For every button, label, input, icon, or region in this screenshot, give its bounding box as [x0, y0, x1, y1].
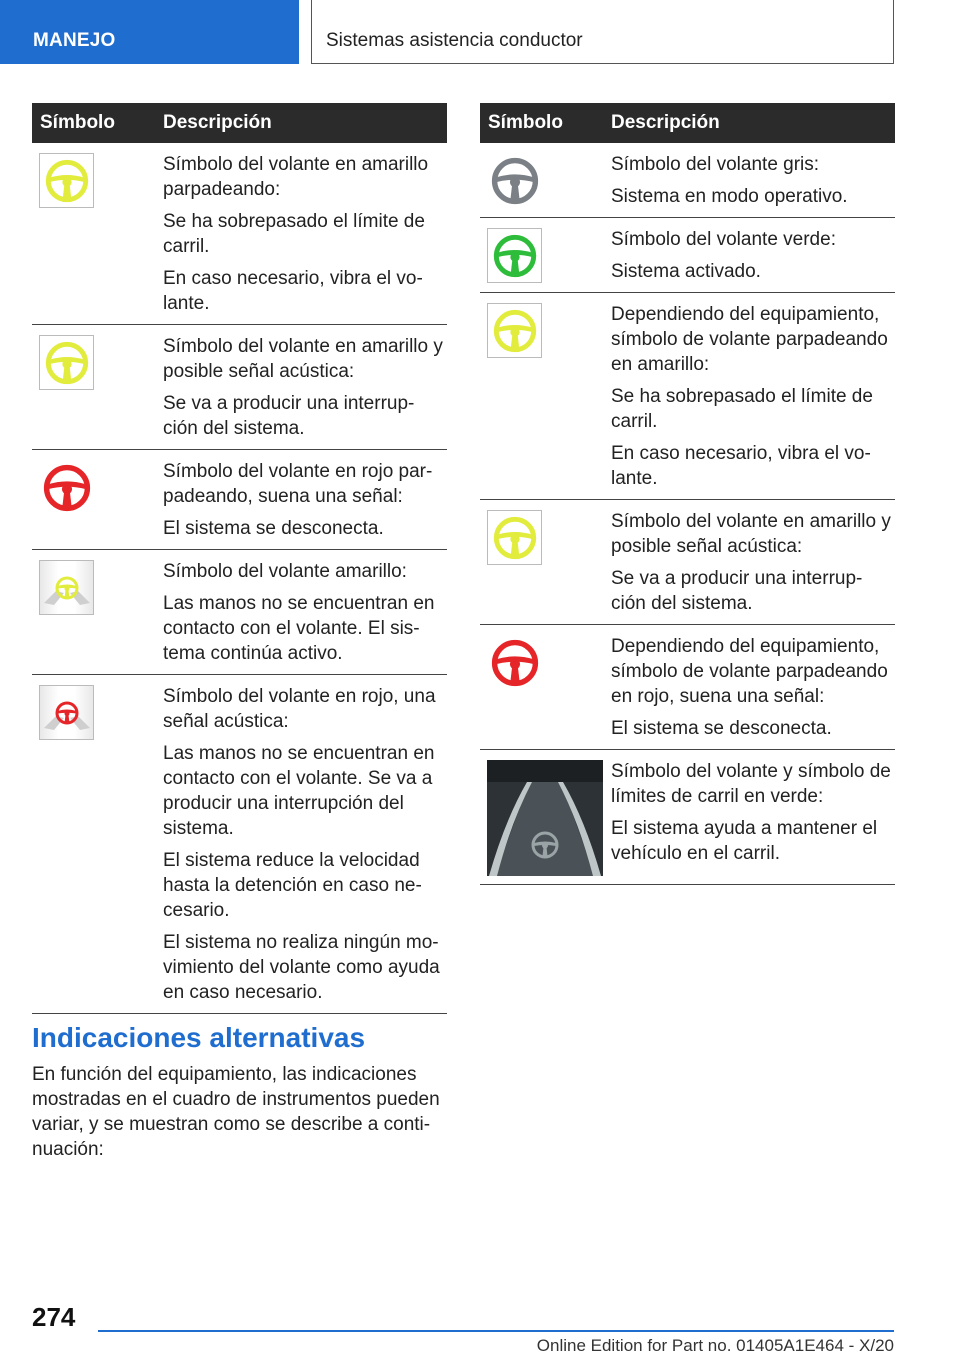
description-text: Las manos no se encuentran en contacto con el volante. El sis-tema continúa activo. — [163, 593, 435, 664]
footer-divider — [98, 1330, 894, 1332]
col-header-description: Descripción — [163, 112, 272, 133]
table-row — [480, 500, 895, 625]
description-text: Símbolo del volante en amarillo parpadeando: — [163, 154, 429, 200]
steering-wheel-yellow-icon — [487, 510, 542, 565]
description-text: Dependiendo del equipamiento, símbolo de volante parpadeando en amarillo: — [611, 304, 888, 375]
table-row — [32, 450, 447, 550]
symbol-cell — [480, 227, 611, 284]
description-cell — [611, 302, 895, 491]
col-header-symbol: Símbolo — [40, 112, 115, 133]
table-row — [480, 625, 895, 750]
description-cell — [611, 227, 895, 284]
col-header-symbol: Símbolo — [488, 112, 563, 133]
description-cell — [611, 509, 895, 616]
table-row — [32, 325, 447, 450]
symbol-cell — [480, 302, 611, 491]
description-text: Se ha sobrepasado el límite de carril. — [163, 211, 425, 257]
description-text: El sistema se desconecta. — [163, 518, 384, 539]
steering-wheel-yellow-icon — [39, 153, 94, 208]
steering-wheel-gray-icon — [487, 153, 542, 208]
header-section-tab — [0, 0, 299, 64]
description-text: El sistema no realiza ningún mo-vimiento del volante como ayuda en caso necesario. — [163, 932, 440, 1003]
description-cell — [611, 759, 895, 876]
symbol-table-left — [32, 103, 447, 1014]
hands-wheel-red-icon — [39, 685, 94, 740]
symbol-table-right — [480, 103, 895, 885]
description-cell — [611, 152, 895, 209]
symbol-cell — [32, 334, 163, 441]
table-header — [32, 103, 447, 143]
section-body — [32, 1062, 447, 1162]
lane-boundaries-icon — [487, 760, 603, 876]
description-text: Se va a producir una interrup-ción del sistema. — [611, 568, 863, 614]
description-text: Símbolo del volante en amarillo y posible señal acústica: — [611, 511, 891, 557]
description-text: Símbolo del volante gris: — [611, 154, 820, 175]
footer-edition: Online Edition for Part no. 01405A1E464 - X/20 — [536, 1336, 894, 1355]
symbol-cell — [32, 459, 163, 541]
table-row — [480, 750, 895, 885]
description-text: Sistema en modo operativo. — [611, 186, 848, 207]
description-text: Se va a producir una interrup-ción del sistema. — [163, 393, 415, 439]
table-row — [480, 218, 895, 293]
table-row — [480, 293, 895, 500]
steering-wheel-yellow-icon — [39, 335, 94, 390]
symbol-cell — [32, 684, 163, 1005]
description-text: El sistema ayuda a mantener el vehículo en el carril. — [611, 818, 878, 864]
steering-wheel-red-icon — [487, 635, 542, 690]
table-row — [32, 143, 447, 325]
description-text: En caso necesario, vibra el vo-lante. — [611, 443, 871, 489]
description-text: En caso necesario, vibra el vo-lante. — [163, 268, 423, 314]
symbol-cell — [32, 152, 163, 316]
description-text: El sistema reduce la velocidad hasta la detención en caso ne-cesario. — [163, 850, 422, 921]
description-text: El sistema se desconecta. — [611, 718, 832, 739]
table-row — [32, 550, 447, 675]
steering-wheel-green-icon — [487, 228, 542, 283]
description-text: Símbolo del volante en amarillo y posible señal acústica: — [163, 336, 443, 382]
table-header — [480, 103, 895, 143]
header-title-box — [311, 0, 894, 64]
description-text: Símbolo del volante verde: — [611, 229, 836, 250]
description-text: Símbolo del volante en rojo, una señal acústica: — [163, 686, 436, 732]
description-text: Símbolo del volante amarillo: — [163, 561, 407, 582]
header-title: Sistemas asistencia conductor — [326, 30, 583, 51]
symbol-cell — [480, 759, 611, 876]
description-text: Sistema activado. — [611, 261, 761, 282]
symbol-cell — [480, 634, 611, 741]
col-header-description: Descripción — [611, 112, 720, 133]
description-cell — [163, 459, 447, 541]
description-text: Símbolo del volante en rojo par-padeando, suena una señal: — [163, 461, 433, 507]
description-text: Se ha sobrepasado el límite de carril. — [611, 386, 873, 432]
page-number: 274 — [32, 1302, 76, 1332]
section-paragraph: En función del equipamiento, las indicaciones mostradas en el cuadro de instrumentos pueden variar, y se muestran como se describe a conti-nuación: — [32, 1064, 440, 1160]
description-cell — [163, 152, 447, 316]
symbol-cell — [480, 152, 611, 209]
description-cell — [163, 334, 447, 441]
description-cell — [163, 684, 447, 1005]
description-cell — [611, 634, 895, 741]
table-row — [480, 143, 895, 218]
hands-wheel-yellow-icon — [39, 560, 94, 615]
section-heading: Indicaciones alternativas — [32, 1022, 366, 1053]
symbol-cell — [32, 559, 163, 666]
description-text: Las manos no se encuentran en contacto con el volante. Se va a producir una interrupción del sistema. — [163, 743, 435, 839]
description-cell — [163, 559, 447, 666]
symbol-cell — [480, 509, 611, 616]
steering-wheel-red-icon — [39, 460, 94, 515]
table-row — [32, 675, 447, 1014]
header-section-label: MANEJO — [33, 30, 116, 51]
description-text: Dependiendo del equipamiento, símbolo de volante parpadeando en rojo, suena una señal: — [611, 636, 888, 707]
description-text: Símbolo del volante y símbolo de límites de carril en verde: — [611, 761, 891, 807]
steering-wheel-yellow-icon — [487, 303, 542, 358]
